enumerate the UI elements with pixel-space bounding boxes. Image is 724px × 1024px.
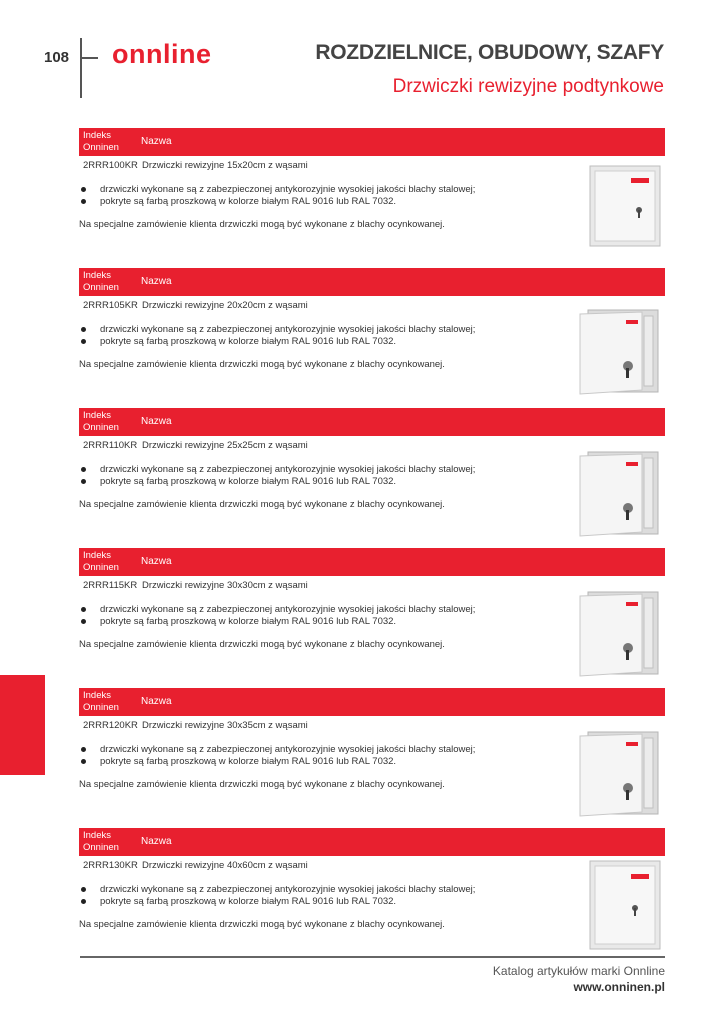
table-header: [79, 688, 665, 716]
name-header-label: Nazwa: [141, 836, 172, 847]
page-number: 108: [44, 49, 70, 66]
feature-list: [79, 604, 475, 628]
product-image-door-open: [578, 448, 662, 538]
product-note: Na specjalne zamówienie klienta drzwiczki mogą być wykonane z blachy ocynkowanej.: [79, 639, 445, 650]
product-code: 2RRR120KR: [83, 720, 138, 731]
product-code: 2RRR110KR: [83, 440, 138, 451]
product-image-door-flat: [589, 860, 661, 950]
product-section-6: [79, 828, 665, 948]
feature-list: [79, 884, 475, 908]
header-divider-vertical: [80, 38, 82, 98]
name-header-label: Nazwa: [141, 276, 172, 287]
product-code: 2RRR100KR: [83, 160, 138, 171]
product-name: Drzwiczki rewizyjne 30x30cm z wąsami: [142, 580, 308, 591]
name-header-label: Nazwa: [141, 556, 172, 567]
index-header-label: Indeks Onninen: [83, 130, 119, 153]
feature-item: pokryte są farbą proszkową w kolorze białym RAL 9016 lub RAL 7032.: [79, 336, 475, 348]
brand-logo: onnline: [112, 39, 212, 69]
feature-item: drzwiczki wykonane są z zabezpieczonej antykorozyjnie wysokiej jakości blachy stalowej;: [79, 884, 475, 896]
product-note: Na specjalne zamówienie klienta drzwiczki mogą być wykonane z blachy ocynkowanej.: [79, 779, 445, 790]
product-code: 2RRR115KR: [83, 580, 138, 591]
feature-item: drzwiczki wykonane są z zabezpieczonej antykorozyjnie wysokiej jakości blachy stalowej;: [79, 184, 475, 196]
feature-item: drzwiczki wykonane są z zabezpieczonej antykorozyjnie wysokiej jakości blachy stalowej;: [79, 604, 475, 616]
table-header: [79, 408, 665, 436]
feature-item: pokryte są farbą proszkową w kolorze białym RAL 9016 lub RAL 7032.: [79, 196, 475, 208]
product-name: Drzwiczki rewizyjne 15x20cm z wąsami: [142, 160, 308, 171]
product-image-door-open: [578, 728, 662, 818]
product-code: 2RRR105KR: [83, 300, 138, 311]
name-header-label: Nazwa: [141, 696, 172, 707]
header-divider-horizontal: [82, 57, 98, 59]
feature-list: [79, 744, 475, 768]
feature-item: pokryte są farbą proszkową w kolorze białym RAL 9016 lub RAL 7032.: [79, 756, 475, 768]
feature-item: pokryte są farbą proszkową w kolorze białym RAL 9016 lub RAL 7032.: [79, 896, 475, 908]
feature-item: drzwiczki wykonane są z zabezpieczonej antykorozyjnie wysokiej jakości blachy stalowej;: [79, 324, 475, 336]
feature-item: drzwiczki wykonane są z zabezpieczonej antykorozyjnie wysokiej jakości blachy stalowej;: [79, 464, 475, 476]
index-header-label: Indeks Onninen: [83, 690, 119, 713]
table-header: [79, 828, 665, 856]
name-header-label: Nazwa: [141, 136, 172, 147]
page-title: ROZDZIELNICE, OBUDOWY, SZAFY: [315, 41, 664, 64]
footer-divider: [80, 956, 665, 958]
index-header-label: Indeks Onninen: [83, 270, 119, 293]
product-section-1: [79, 128, 665, 248]
product-image-door-open: [578, 306, 662, 396]
table-header: [79, 548, 665, 576]
product-name: Drzwiczki rewizyjne 40x60cm z wąsami: [142, 860, 308, 871]
product-note: Na specjalne zamówienie klienta drzwiczki mogą być wykonane z blachy ocynkowanej.: [79, 499, 445, 510]
chapter-tab: [0, 675, 45, 775]
index-header-label: Indeks Onninen: [83, 550, 119, 573]
feature-item: pokryte są farbą proszkową w kolorze białym RAL 9016 lub RAL 7032.: [79, 616, 475, 628]
product-name: Drzwiczki rewizyjne 30x35cm z wąsami: [142, 720, 308, 731]
feature-list: [79, 464, 475, 488]
product-name: Drzwiczki rewizyjne 25x25cm z wąsami: [142, 440, 308, 451]
product-image-door-open: [578, 588, 662, 678]
feature-item: drzwiczki wykonane są z zabezpieczonej antykorozyjnie wysokiej jakości blachy stalowej;: [79, 744, 475, 756]
feature-list: [79, 324, 475, 348]
feature-list: [79, 184, 475, 208]
product-note: Na specjalne zamówienie klienta drzwiczki mogą być wykonane z blachy ocynkowanej.: [79, 359, 445, 370]
table-header: [79, 128, 665, 156]
product-code: 2RRR130KR: [83, 860, 138, 871]
product-note: Na specjalne zamówienie klienta drzwiczki mogą być wykonane z blachy ocynkowanej.: [79, 919, 445, 930]
footer-catalog-text: Katalog artykułów marki Onnline: [492, 964, 665, 978]
page-subtitle: Drzwiczki rewizyjne podtynkowe: [392, 76, 664, 97]
product-name: Drzwiczki rewizyjne 20x20cm z wąsami: [142, 300, 308, 311]
table-header: [79, 268, 665, 296]
product-note: Na specjalne zamówienie klienta drzwiczki mogą być wykonane z blachy ocynkowanej.: [79, 219, 445, 230]
footer-website-link[interactable]: www.onninen.pl: [573, 980, 665, 994]
feature-item: pokryte są farbą proszkową w kolorze białym RAL 9016 lub RAL 7032.: [79, 476, 475, 488]
index-header-label: Indeks Onninen: [83, 830, 119, 853]
product-image-door-flat: [589, 165, 661, 247]
name-header-label: Nazwa: [141, 416, 172, 427]
index-header-label: Indeks Onninen: [83, 410, 119, 433]
